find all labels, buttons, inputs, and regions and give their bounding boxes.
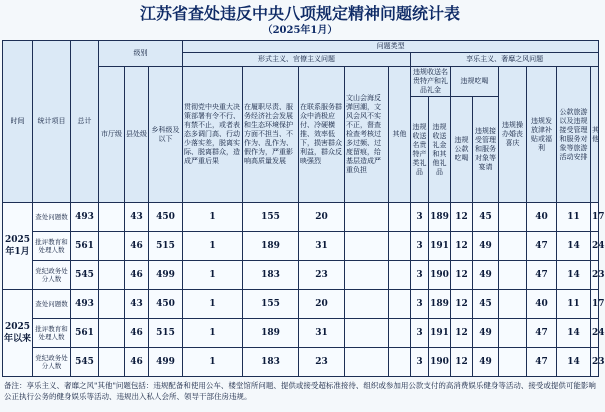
cell-hedonism-other: 24 bbox=[591, 319, 599, 348]
cell-county-level: 46 bbox=[125, 261, 149, 290]
header-subsidy: 违规发放津补贴或福利 bbox=[527, 67, 557, 203]
cell-formalism-3: 20 bbox=[299, 290, 345, 319]
cell-formalism-4 bbox=[345, 290, 389, 319]
header-time: 时间 bbox=[3, 41, 33, 203]
cell-travel: 11 bbox=[557, 203, 591, 232]
table-row bbox=[3, 319, 599, 348]
cell-city-level bbox=[99, 261, 125, 290]
cell-formalism-3: 31 bbox=[299, 319, 345, 348]
cell-formalism-1: 1 bbox=[183, 232, 243, 261]
cell-city-level bbox=[99, 232, 125, 261]
cell-formalism-3: 23 bbox=[299, 261, 345, 290]
header-hedonism: 享乐主义、奢靡之风问题 bbox=[411, 53, 599, 67]
cell-total: 561 bbox=[71, 232, 99, 261]
header-gift-b: 违规收送礼金和其他礼品 bbox=[429, 97, 451, 203]
cell-eat-banquet: 45 bbox=[473, 203, 499, 232]
cell-eat-public: 12 bbox=[451, 290, 473, 319]
cell-township-level: 450 bbox=[149, 203, 183, 232]
cell-total: 561 bbox=[71, 319, 99, 348]
header-city-level: 市厅级 bbox=[99, 67, 125, 203]
cell-city-level bbox=[99, 203, 125, 232]
cell-formalism-1: 1 bbox=[183, 319, 243, 348]
header-total: 总计 bbox=[71, 41, 99, 203]
cell-gift-cash: 190 bbox=[429, 348, 451, 377]
cell-eat-public: 12 bbox=[451, 232, 473, 261]
header-county-level: 县处级 bbox=[125, 67, 149, 203]
cell-wedding bbox=[499, 261, 527, 290]
header-gift: 违规收送名贵特产和礼品礼金 bbox=[411, 67, 451, 97]
cell-total: 545 bbox=[71, 261, 99, 290]
row-item-label: 批评教育和处理人数 bbox=[33, 232, 71, 261]
cell-formalism-other bbox=[389, 232, 411, 261]
cell-eat-banquet: 49 bbox=[473, 232, 499, 261]
cell-formalism-2: 183 bbox=[243, 261, 299, 290]
table-row bbox=[3, 203, 599, 232]
table-subtitle: （2025年1月） bbox=[262, 25, 338, 36]
cell-hedonism-other: 24 bbox=[591, 232, 599, 261]
cell-gift-specialty: 3 bbox=[411, 261, 429, 290]
cell-gift-specialty: 3 bbox=[411, 203, 429, 232]
cell-formalism-3: 23 bbox=[299, 348, 345, 377]
cell-formalism-3: 31 bbox=[299, 232, 345, 261]
cell-wedding bbox=[499, 319, 527, 348]
row-item-label: 批评教育和处理人数 bbox=[33, 319, 71, 348]
cell-formalism-2: 189 bbox=[243, 319, 299, 348]
cell-eat-banquet: 49 bbox=[473, 319, 499, 348]
cell-formalism-1: 1 bbox=[183, 290, 243, 319]
cell-wedding bbox=[499, 348, 527, 377]
header-gift-a: 违规收送名贵特产类礼品 bbox=[411, 97, 429, 203]
header-formalism-other: 其他 bbox=[389, 67, 411, 203]
header-f3: 在联系服务群众中消极应付、冷硬横推、效率低下，损害群众利益，群众反映强烈 bbox=[299, 67, 345, 203]
cell-formalism-4 bbox=[345, 203, 389, 232]
cell-gift-cash: 191 bbox=[429, 319, 451, 348]
cell-subsidy: 40 bbox=[527, 290, 557, 319]
cell-city-level bbox=[99, 319, 125, 348]
cell-hedonism-other: 17 bbox=[591, 203, 599, 232]
cell-formalism-2: 183 bbox=[243, 348, 299, 377]
cell-formalism-1: 1 bbox=[183, 348, 243, 377]
header-level: 级别 bbox=[99, 41, 183, 67]
cell-wedding bbox=[499, 290, 527, 319]
cell-township-level: 515 bbox=[149, 319, 183, 348]
cell-formalism-4 bbox=[345, 319, 389, 348]
statistics-table bbox=[2, 40, 605, 377]
cell-total: 493 bbox=[71, 290, 99, 319]
cell-wedding bbox=[499, 203, 527, 232]
cell-formalism-1: 1 bbox=[183, 203, 243, 232]
cell-subsidy: 47 bbox=[527, 232, 557, 261]
cell-formalism-2: 155 bbox=[243, 290, 299, 319]
cell-city-level bbox=[99, 348, 125, 377]
period-label: 2025年以来 bbox=[3, 290, 33, 377]
cell-eat-banquet: 49 bbox=[473, 261, 499, 290]
header-f1: 贯彻党中央重大决策部署有令不行、有禁不止，或者表态多调门高、行动少落实差，脱离实际、脱离群众，造成严重后果 bbox=[183, 67, 243, 203]
header-hedonism-other: 其他 bbox=[591, 67, 599, 203]
cell-city-level bbox=[99, 290, 125, 319]
header-wedding: 违规操办婚丧喜庆 bbox=[499, 67, 527, 203]
period-label: 2025年1月 bbox=[3, 203, 33, 290]
cell-township-level: 499 bbox=[149, 348, 183, 377]
cell-formalism-1: 1 bbox=[183, 261, 243, 290]
header-f4: 文山会海反弹回潮，文风会风不实不正，督查检查考核过多过频、过度留痕，给基层造成严重负担 bbox=[345, 67, 389, 203]
cell-eat-public: 12 bbox=[451, 348, 473, 377]
cell-travel: 14 bbox=[557, 261, 591, 290]
cell-gift-specialty: 3 bbox=[411, 290, 429, 319]
cell-travel: 14 bbox=[557, 348, 591, 377]
cell-subsidy: 47 bbox=[527, 319, 557, 348]
cell-subsidy: 47 bbox=[527, 261, 557, 290]
cell-gift-specialty: 3 bbox=[411, 348, 429, 377]
cell-county-level: 46 bbox=[125, 232, 149, 261]
header-problem-type: 问题类型 bbox=[183, 41, 599, 53]
cell-gift-cash: 189 bbox=[429, 203, 451, 232]
table-row bbox=[3, 290, 599, 319]
cell-township-level: 499 bbox=[149, 261, 183, 290]
cell-eat-public: 12 bbox=[451, 261, 473, 290]
cell-county-level: 46 bbox=[125, 319, 149, 348]
header-travel: 公款旅游以及违规接受管理和服务对象等旅游活动安排 bbox=[557, 67, 591, 203]
header-eat: 违规吃喝 bbox=[451, 67, 499, 97]
cell-formalism-other bbox=[389, 290, 411, 319]
cell-formalism-other bbox=[389, 319, 411, 348]
cell-travel: 14 bbox=[557, 319, 591, 348]
cell-total: 545 bbox=[71, 348, 99, 377]
cell-subsidy: 40 bbox=[527, 203, 557, 232]
cell-formalism-2: 189 bbox=[243, 232, 299, 261]
cell-county-level: 46 bbox=[125, 348, 149, 377]
cell-township-level: 515 bbox=[149, 232, 183, 261]
cell-hedonism-other: 23 bbox=[591, 348, 599, 377]
cell-formalism-other bbox=[389, 348, 411, 377]
cell-formalism-2: 155 bbox=[243, 203, 299, 232]
cell-gift-cash: 189 bbox=[429, 290, 451, 319]
cell-gift-specialty: 3 bbox=[411, 232, 429, 261]
header-formalism: 形式主义、官僚主义问题 bbox=[183, 53, 411, 67]
row-item-label: 查处问题数 bbox=[33, 290, 71, 319]
cell-formalism-4 bbox=[345, 232, 389, 261]
cell-formalism-4 bbox=[345, 261, 389, 290]
cell-eat-banquet: 45 bbox=[473, 290, 499, 319]
row-item-label: 查处问题数 bbox=[33, 203, 71, 232]
cell-county-level: 43 bbox=[125, 290, 149, 319]
header-f2: 在履职尽责、服务经济社会发展和生态环境保护方面不担当、不作为、乱作为、假作为，严重影响高质量发展 bbox=[243, 67, 299, 203]
header-township-level: 乡科级及以下 bbox=[149, 67, 183, 203]
table-row bbox=[3, 261, 599, 290]
table-row bbox=[3, 348, 599, 377]
row-item-label: 党纪政务处分人数 bbox=[33, 261, 71, 290]
header-eat-a: 违规公款吃喝 bbox=[451, 97, 473, 203]
table-row bbox=[3, 232, 599, 261]
cell-eat-public: 12 bbox=[451, 203, 473, 232]
cell-eat-banquet: 49 bbox=[473, 348, 499, 377]
header-eat-b: 违规接受管理和服务对象等宴请 bbox=[473, 97, 499, 203]
table-title: 江苏省查处违反中央八项规定精神问题统计表 bbox=[139, 4, 460, 23]
cell-hedonism-other: 17 bbox=[591, 290, 599, 319]
cell-formalism-other bbox=[389, 261, 411, 290]
cell-formalism-4 bbox=[345, 348, 389, 377]
cell-travel: 11 bbox=[557, 290, 591, 319]
cell-total: 493 bbox=[71, 203, 99, 232]
cell-gift-cash: 190 bbox=[429, 261, 451, 290]
cell-county-level: 43 bbox=[125, 203, 149, 232]
cell-eat-public: 12 bbox=[451, 319, 473, 348]
cell-subsidy: 47 bbox=[527, 348, 557, 377]
row-item-label: 党纪政务处分人数 bbox=[33, 348, 71, 377]
header-item: 统计项目 bbox=[33, 41, 71, 203]
cell-township-level: 450 bbox=[149, 290, 183, 319]
cell-formalism-3: 20 bbox=[299, 203, 345, 232]
cell-hedonism-other: 23 bbox=[591, 261, 599, 290]
cell-travel: 14 bbox=[557, 232, 591, 261]
cell-gift-specialty: 3 bbox=[411, 319, 429, 348]
cell-formalism-other bbox=[389, 203, 411, 232]
footnote: 备注：享乐主义、奢靡之风"其他"问题包括：违规配备和使用公车、楼堂馆所问题、提供或接受超标准接待、组织或参加用公款支付的高消费娱乐健身等活动、接受或提供可能影响公正执行公务的健身娱乐等活动、违规出入私人会所、领导干部住房违规。 bbox=[4, 381, 596, 401]
cell-gift-cash: 191 bbox=[429, 232, 451, 261]
cell-wedding bbox=[499, 232, 527, 261]
